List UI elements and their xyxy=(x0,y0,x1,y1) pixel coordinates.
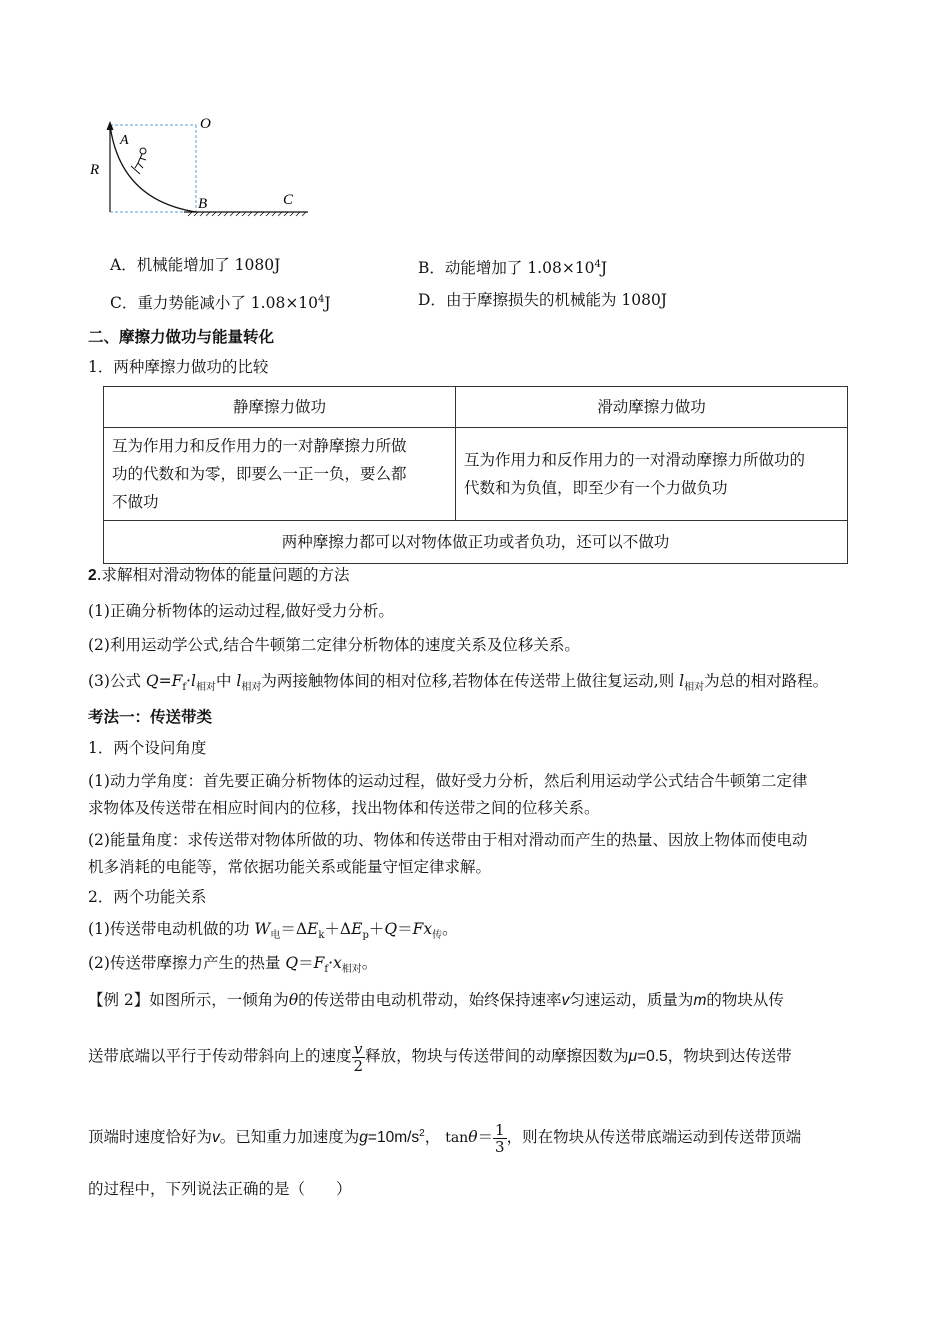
example2-line3: 顶端时速度恰好为v。已知重力加速度为$g=10m/s^2$， tanθ＝ $\frac{1}{3}$ ，则在物块从传送带底端运动到传送带顶端 xyxy=(88,1120,802,1156)
option-b[interactable]: B．动能增加了 $1.08\times 10^4J$ xyxy=(418,259,608,278)
label-R: R xyxy=(90,162,100,178)
table-cell-common: 两种摩擦力都可以对物体做正功或者负功，还可以不做功 xyxy=(104,521,848,564)
work-relation: (1)传送带电动机做的功 $W_电=\Delta E_k+\Delta E_p+Q=Fx_传$。 xyxy=(88,920,458,942)
example2-line4: 的过程中，下列说法正确的是（ ） xyxy=(88,1180,352,1198)
method1-title: 考法一：传送带类 xyxy=(88,707,213,726)
dynamics-paragraph: (1)动力学角度：首先要正确分析物体的运动过程，做好受力分析，然后利用运动学公式结合牛顿第二定律 求物体及传送带在相应时间内的位移，找出物体和传送带之间的位移关系。 xyxy=(88,772,808,817)
label-C: C xyxy=(283,192,294,208)
method-step-3: (3)公式 $Q=F_f\cdot l_{相对}$中 $l_{相对}$为两接触物体间的相对位移,若物体在传送带上做往复运动,则 $l_{相对}$为总的相对路程。 xyxy=(88,672,829,694)
method-step-1: (1)正确分析物体的运动过程,做好受力分析。 xyxy=(88,602,394,620)
track-figure xyxy=(80,108,320,220)
label-O: O xyxy=(200,116,211,132)
energy-paragraph: (2)能量角度：求传送带对物体所做的功、物体和传送带由于相对滑动而产生的热量、因放上物体而使电动 机多消耗的电能等，常依据功能关系或能量守恒定律求解。 xyxy=(88,831,808,876)
table-cell-static: 互为作用力和反作用力的一对静摩擦力所做 功的代数和为零，即要么一正一负，要么都 不做功 xyxy=(104,428,456,521)
label-A: A xyxy=(120,133,129,148)
example2-line1: 【例 2】如图所示，一倾角为θ的传送带由电动机带动，始终保持速率v匀速运动，质量为m的物块从传 xyxy=(88,991,784,1009)
label-B: B xyxy=(198,196,208,212)
table-cell-sliding: 互为作用力和反作用力的一对滑动摩擦力所做功的 代数和为负值，即至少有一个力做负功 xyxy=(456,428,848,521)
item-heading: 1．两种摩擦力做功的比较 xyxy=(88,358,269,376)
heat-relation: (2)传送带摩擦力产生的热量 $Q=F_f\cdot x_{相对}$。 xyxy=(88,954,378,976)
section-title: 二、摩擦力做功与能量转化 xyxy=(88,327,275,346)
method1-item1: 1．两个设问角度 xyxy=(88,739,207,757)
option-c[interactable]: C．重力势能减小了 $1.08\times 10^4J$ xyxy=(110,294,331,313)
method1-item2: 2．两个功能关系 xyxy=(88,888,207,906)
method-heading: 2.求解相对滑动物体的能量问题的方法 xyxy=(88,566,350,584)
comparison-table xyxy=(103,386,848,564)
table-header-static: 静摩擦力做功 xyxy=(104,387,456,428)
option-d[interactable]: D．由于摩擦损失的机械能为 1080J xyxy=(418,291,668,309)
example2-line2: 送带底端以平行于传动带斜向上的速度 $\frac{v}{2}$ 释放，物块与传送带间的动摩擦因数为μ=0.5，物块到达传送带 xyxy=(88,1039,792,1075)
skier-icon xyxy=(131,148,146,174)
fraction-v-over-2: $\frac{v}{2}$ xyxy=(353,1039,364,1075)
table-header-sliding: 滑动摩擦力做功 xyxy=(456,387,848,428)
option-a[interactable]: A．机械能增加了 1080J xyxy=(110,256,281,274)
fraction-one-third: $\frac{1}{3}$ xyxy=(495,1120,505,1156)
method-step-2: (2)利用运动学公式,结合牛顿第二定律分析物体的速度关系及位移关系。 xyxy=(88,636,580,654)
